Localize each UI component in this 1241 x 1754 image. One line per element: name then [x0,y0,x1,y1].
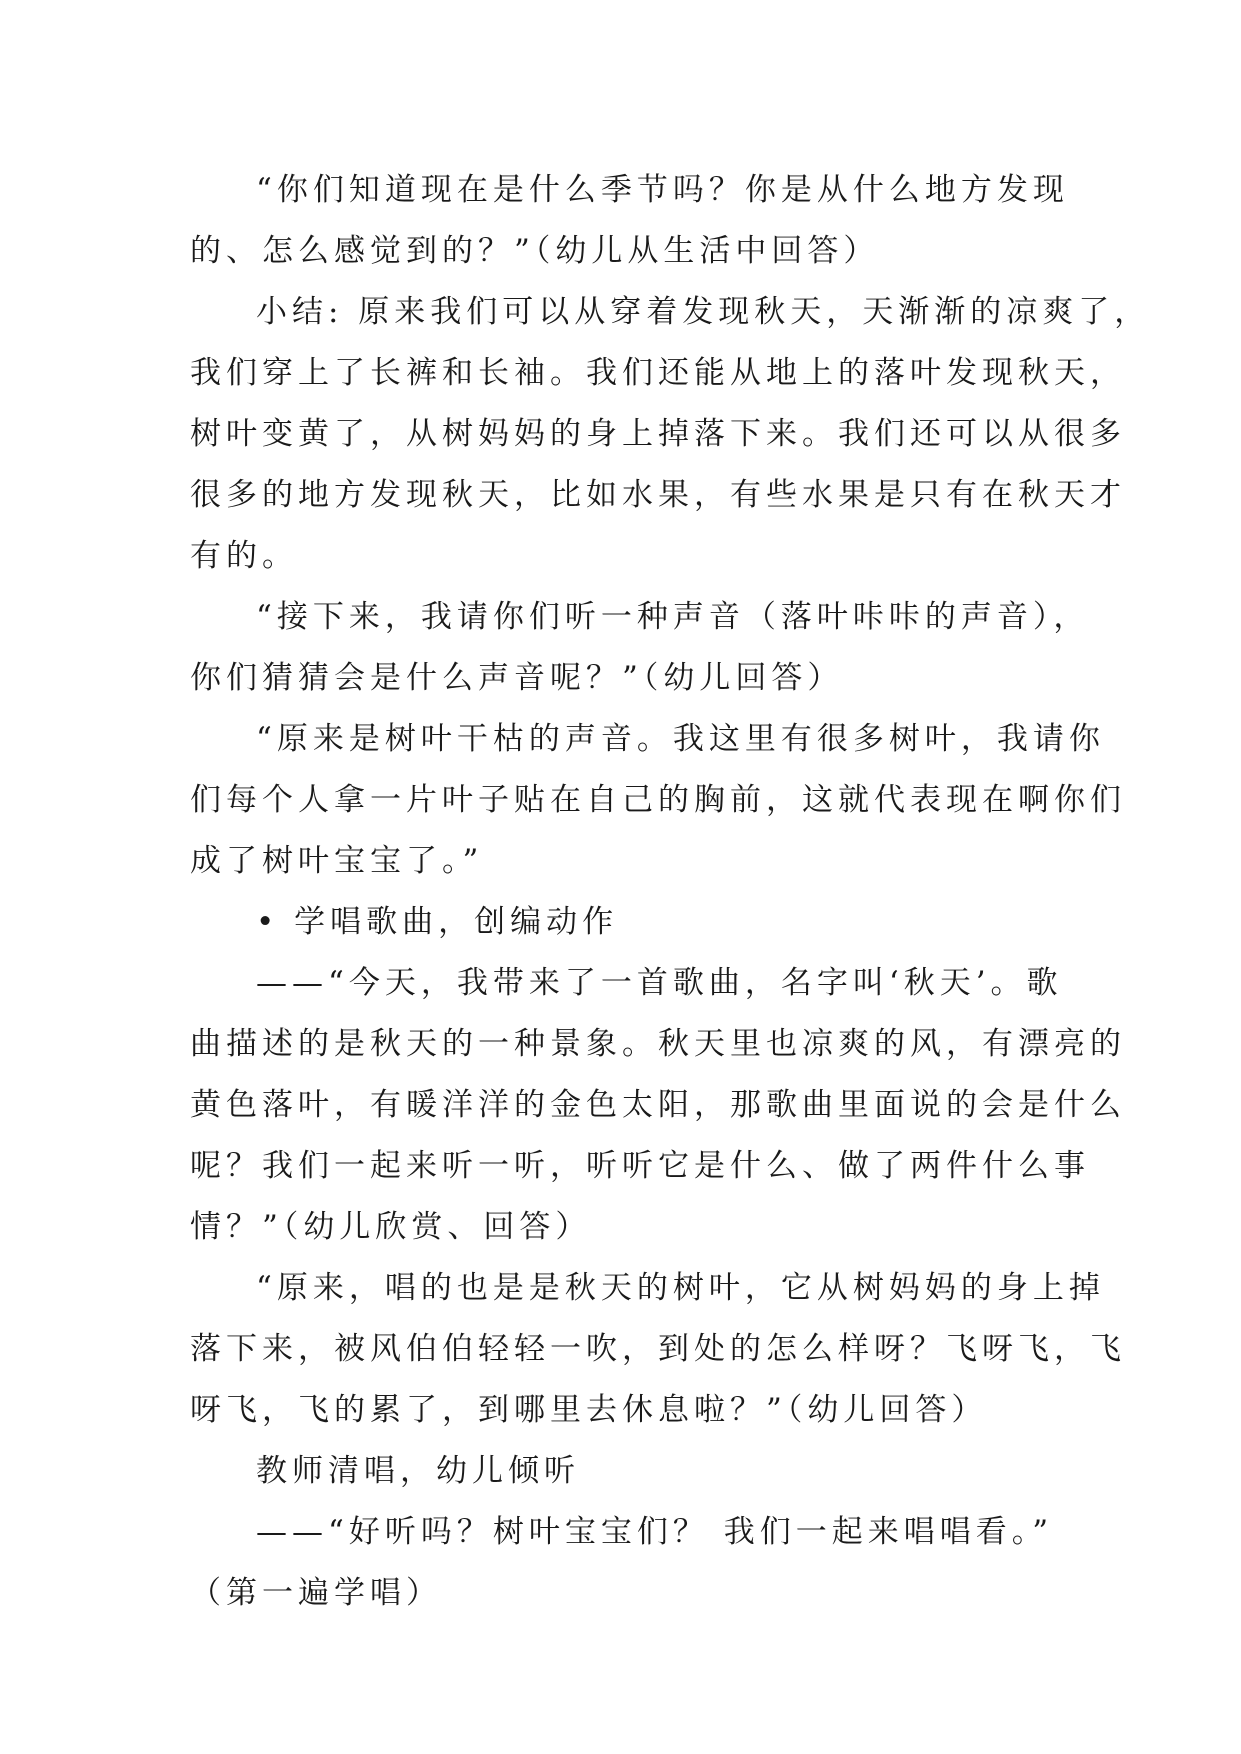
paragraph-line: 们每个人拿一片叶子贴在自己的胸前，这就代表现在啊你们 [190,782,1126,818]
paragraph-line: ——“今天，我带来了一首歌曲，名字叫‘秋天’。歌 [256,965,1063,1001]
paragraph-line: 呀飞，飞的累了，到哪里去休息啦？”（幼儿回答） [190,1392,988,1428]
paragraph-line: （第一遍学唱） [190,1575,442,1611]
paragraph-line: 教师清唱，幼儿倾听 [256,1453,580,1489]
paragraph-line: 成了树叶宝宝了。” [190,843,484,879]
paragraph-line: 小结: 原来我们可以从穿着发现秋天，天渐渐的凉爽了， [256,294,1151,330]
paragraph-line: “原来，唱的也是是秋天的树叶，它从树妈妈的身上掉 [256,1270,1105,1306]
paragraph-line: 你们猜猜会是什么声音呢？”（幼儿回答） [190,660,844,696]
paragraph-line: 很多的地方发现秋天，比如水果，有些水果是只有在秋天才 [190,477,1126,513]
paragraph-line: 树叶变黄了，从树妈妈的身上掉落下来。我们还可以从很多 [190,416,1126,452]
document-page [190,160,1151,1624]
paragraph-line: 情？”（幼儿欣赏、回答） [190,1209,592,1245]
section-heading: • 学唱歌曲，创编动作 [256,904,619,940]
paragraph-line: “原来是树叶干枯的声音。我这里有很多树叶，我请你 [256,721,1105,757]
paragraph-line: ——“好听吗？树叶宝宝们？ 我们一起来唱唱看。” [256,1514,1054,1550]
paragraph-line: 落下来，被风伯伯轻轻一吹，到处的怎么样呀？飞呀飞，飞 [190,1331,1126,1367]
paragraph-line: “接下来，我请你们听一种声音（落叶咔咔的声音）， [256,599,1090,635]
paragraph-line: 有的。 [190,538,298,574]
paragraph-line: 的、怎么感觉到的？”（幼儿从生活中回答） [190,233,880,269]
paragraph-line: 曲描述的是秋天的一种景象。秋天里也凉爽的风，有漂亮的 [190,1026,1126,1062]
paragraph-line: 黄色落叶，有暖洋洋的金色太阳，那歌曲里面说的会是什么 [190,1087,1126,1123]
paragraph-line: 我们穿上了长裤和长袖。我们还能从地上的落叶发现秋天， [190,355,1126,391]
paragraph-line: 呢？我们一起来听一听，听听它是什么、做了两件什么事 [190,1148,1090,1184]
paragraph-line: “你们知道现在是什么季节吗？你是从什么地方发现 [256,172,1069,208]
